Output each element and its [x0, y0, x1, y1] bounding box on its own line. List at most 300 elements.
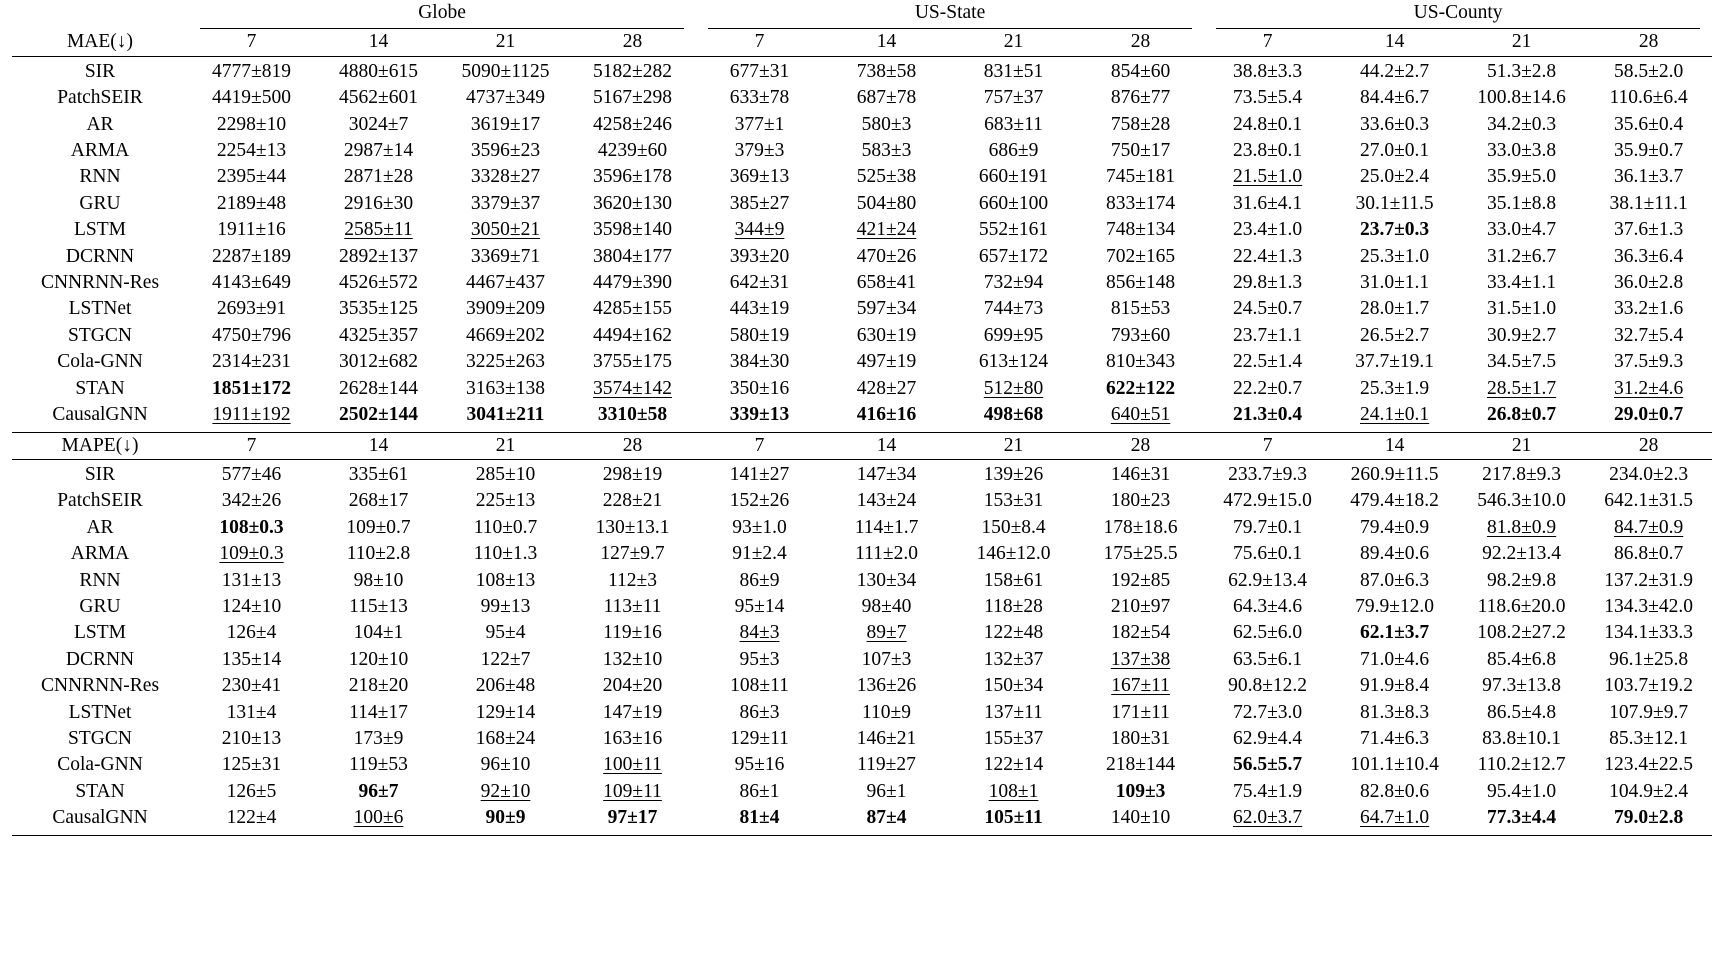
result-value: 146±31	[1110, 463, 1171, 485]
result-cell	[442, 376, 569, 402]
model-name: CausalGNN	[52, 807, 148, 829]
result-value: 123.4±22.5	[1604, 754, 1693, 776]
result-value: 137±11	[984, 701, 1043, 723]
result-cell	[188, 673, 315, 699]
result-value: 107.9±9.7	[1609, 701, 1689, 723]
result-cell	[569, 620, 696, 646]
result-value: 3012±682	[339, 351, 418, 373]
result-value: 124±10	[221, 595, 282, 617]
result-cell	[1585, 647, 1712, 673]
result-value: 182±54	[1110, 622, 1171, 644]
result-value: 85.3±12.1	[1609, 727, 1689, 749]
horizon-label: 7	[754, 434, 765, 456]
result-cell	[188, 805, 315, 835]
horizon-label: 28	[1130, 434, 1151, 456]
result-cell	[950, 805, 1077, 835]
result-cell	[1077, 488, 1204, 514]
result-value: 342±26	[221, 490, 282, 512]
result-value: 35.9±5.0	[1486, 166, 1557, 188]
result-cell	[1331, 673, 1458, 699]
horizon-label: 14	[876, 31, 897, 53]
result-value: 126±4	[226, 622, 277, 644]
result-value: 131±4	[226, 701, 277, 723]
result-cell	[1077, 164, 1204, 190]
result-cell	[1204, 700, 1331, 726]
result-cell	[315, 402, 442, 432]
result-value: 699±95	[983, 324, 1044, 346]
result-value: 23.4±1.0	[1232, 219, 1303, 241]
model-name: CNNRNN-Res	[40, 272, 160, 294]
result-value: 56.5±5.7	[1232, 754, 1303, 776]
result-cell	[823, 217, 950, 243]
result-value: 3620±130	[593, 192, 672, 214]
result-cell	[1458, 647, 1585, 673]
result-cell	[569, 349, 696, 375]
result-cell	[569, 673, 696, 699]
result-value: 79.9±12.0	[1355, 595, 1435, 617]
result-cell	[442, 488, 569, 514]
result-cell	[1204, 376, 1331, 402]
model-name: PatchSEIR	[57, 87, 143, 109]
result-value: 22.4±1.3	[1232, 245, 1303, 267]
result-value: 44.2±2.7	[1359, 60, 1430, 82]
result-value: 75.4±1.9	[1232, 780, 1303, 802]
result-value: 95.4±1.0	[1486, 780, 1557, 802]
result-cell	[1204, 460, 1331, 488]
result-value: 210±13	[221, 727, 282, 749]
result-cell	[1077, 460, 1204, 488]
result-cell	[1458, 164, 1585, 190]
table-row	[12, 85, 1712, 111]
result-value: 99±13	[480, 595, 531, 617]
result-cell	[823, 647, 950, 673]
result-cell	[696, 726, 823, 752]
result-value: 168±24	[475, 727, 536, 749]
result-value: 384±30	[729, 351, 790, 373]
result-cell	[188, 323, 315, 349]
result-cell	[1458, 323, 1585, 349]
result-value: 633±78	[729, 87, 790, 109]
result-cell	[696, 244, 823, 270]
result-cell	[442, 296, 569, 322]
table-row	[12, 270, 1712, 296]
result-cell	[1458, 349, 1585, 375]
result-cell	[1204, 323, 1331, 349]
result-value: 3619±17	[470, 113, 541, 135]
result-value: 613±124	[978, 351, 1049, 373]
result-cell	[442, 460, 569, 488]
result-cell	[569, 779, 696, 805]
result-value: 175±25.5	[1103, 543, 1178, 565]
result-value: 4526±572	[339, 272, 418, 294]
result-cell	[188, 85, 315, 111]
result-value: 32.7±5.4	[1614, 324, 1684, 346]
result-cell	[950, 594, 1077, 620]
result-cell	[696, 270, 823, 296]
table-row	[12, 726, 1712, 752]
model-name: AR	[86, 516, 114, 538]
result-value: 75.6±0.1	[1232, 543, 1303, 565]
result-value: 132±37	[983, 648, 1044, 670]
result-value: 810±343	[1105, 351, 1176, 373]
result-value: 84.7±0.9	[1614, 516, 1684, 538]
result-cell	[1077, 323, 1204, 349]
metric-label: MAPE(↓)	[61, 434, 139, 456]
result-value: 745±181	[1105, 166, 1176, 188]
result-cell	[1458, 488, 1585, 514]
result-value: 677±31	[729, 60, 790, 82]
result-value: 132±10	[602, 648, 663, 670]
result-cell	[1585, 296, 1712, 322]
result-value: 84.4±6.7	[1359, 87, 1430, 109]
table-row	[12, 568, 1712, 594]
result-value: 285±10	[475, 463, 536, 485]
result-value: 31.2±6.7	[1486, 245, 1557, 267]
horizon-label: 7	[246, 434, 257, 456]
result-cell	[696, 752, 823, 778]
result-value: 140±10	[1110, 807, 1171, 829]
result-value: 109±0.7	[346, 516, 411, 538]
result-value: 92±10	[480, 780, 531, 802]
result-value: 96±10	[480, 754, 531, 776]
result-cell	[1458, 244, 1585, 270]
result-value: 31.5±1.0	[1486, 298, 1557, 320]
model-name: GRU	[79, 595, 121, 617]
result-cell	[1458, 515, 1585, 541]
result-cell	[1585, 244, 1712, 270]
result-cell	[188, 541, 315, 567]
result-value: 38.8±3.3	[1232, 60, 1303, 82]
result-value: 732±94	[983, 272, 1044, 294]
result-value: 178±18.6	[1103, 516, 1178, 538]
model-name: LSTM	[73, 622, 126, 644]
result-value: 73.5±5.4	[1232, 87, 1303, 109]
table-row	[12, 673, 1712, 699]
result-value: 3225±263	[466, 351, 545, 373]
result-value: 51.3±2.8	[1486, 60, 1557, 82]
result-cell	[1077, 112, 1204, 138]
result-cell	[1585, 191, 1712, 217]
result-value: 2585±11	[344, 219, 413, 241]
result-value: 119±27	[857, 754, 916, 776]
result-cell	[1077, 191, 1204, 217]
result-value: 77.3±4.4	[1486, 807, 1557, 829]
result-cell	[1077, 779, 1204, 805]
result-cell	[569, 191, 696, 217]
result-value: 118±28	[984, 595, 1043, 617]
result-cell	[1077, 349, 1204, 375]
group-header-row	[12, 0, 1712, 29]
result-value: 158±61	[983, 569, 1044, 591]
result-value: 428±27	[856, 377, 917, 399]
result-cell	[188, 620, 315, 646]
result-cell	[823, 568, 950, 594]
result-cell	[315, 647, 442, 673]
result-value: 97.3±13.8	[1482, 675, 1562, 697]
result-cell	[696, 568, 823, 594]
results-table-body	[12, 0, 1712, 836]
table-row	[12, 488, 1712, 514]
result-value: 167±11	[1111, 675, 1170, 697]
result-cell	[442, 244, 569, 270]
result-cell	[315, 805, 442, 835]
result-cell	[315, 85, 442, 111]
result-value: 110±0.7	[473, 516, 538, 538]
result-value: 130±34	[856, 569, 917, 591]
result-cell	[569, 700, 696, 726]
result-value: 137.2±31.9	[1604, 569, 1693, 591]
result-value: 369±13	[729, 166, 790, 188]
result-cell	[1204, 57, 1331, 85]
result-value: 335±61	[348, 463, 409, 485]
result-value: 702±165	[1105, 245, 1176, 267]
result-value: 4325±357	[339, 324, 418, 346]
result-cell	[1458, 112, 1585, 138]
result-value: 37.5±9.3	[1614, 351, 1684, 373]
result-cell	[696, 217, 823, 243]
result-cell	[315, 779, 442, 805]
table-row	[12, 349, 1712, 375]
result-value: 3163±138	[466, 377, 545, 399]
horizon-label: 21	[1003, 31, 1024, 53]
result-cell	[315, 726, 442, 752]
result-cell	[1077, 620, 1204, 646]
model-name: LSTNet	[68, 298, 132, 320]
result-value: 24.1±0.1	[1359, 404, 1430, 426]
result-value: 758±28	[1110, 113, 1171, 135]
result-cell	[696, 402, 823, 432]
result-cell	[1458, 805, 1585, 835]
result-value: 129±11	[730, 727, 789, 749]
result-cell	[1331, 805, 1458, 835]
result-value: 1911±16	[217, 219, 286, 241]
result-cell	[1585, 112, 1712, 138]
result-value: 26.8±0.7	[1486, 404, 1557, 426]
result-cell	[569, 805, 696, 835]
model-name: ARMA	[70, 140, 130, 162]
result-cell	[315, 349, 442, 375]
result-cell	[1077, 85, 1204, 111]
result-cell	[950, 164, 1077, 190]
result-cell	[950, 270, 1077, 296]
result-cell	[442, 726, 569, 752]
result-value: 33.0±3.8	[1486, 140, 1557, 162]
result-cell	[442, 402, 569, 432]
result-cell	[315, 296, 442, 322]
result-cell	[1204, 805, 1331, 835]
result-cell	[1331, 57, 1458, 85]
result-cell	[569, 541, 696, 567]
result-cell	[188, 164, 315, 190]
result-value: 29.8±1.3	[1232, 272, 1303, 294]
result-cell	[1077, 244, 1204, 270]
result-value: 833±174	[1105, 192, 1176, 214]
result-cell	[950, 752, 1077, 778]
result-cell	[1458, 541, 1585, 567]
result-cell	[1585, 541, 1712, 567]
result-value: 443±19	[729, 298, 790, 320]
model-name: SIR	[84, 463, 116, 485]
result-value: 597±34	[856, 298, 917, 320]
horizon-label: 14	[876, 434, 897, 456]
result-value: 130±13.1	[595, 516, 670, 538]
result-value: 62.5±6.0	[1232, 622, 1303, 644]
result-cell	[188, 752, 315, 778]
result-cell	[1077, 541, 1204, 567]
result-value: 146±12.0	[976, 543, 1051, 565]
result-value: 113±11	[603, 595, 662, 617]
result-cell	[315, 488, 442, 514]
result-value: 135±14	[221, 648, 282, 670]
result-value: 3328±27	[470, 166, 541, 188]
result-cell	[188, 57, 315, 85]
result-value: 470±26	[856, 245, 917, 267]
result-value: 119±53	[349, 754, 408, 776]
result-value: 2287±189	[212, 245, 291, 267]
result-cell	[823, 620, 950, 646]
result-cell	[442, 673, 569, 699]
result-cell	[315, 673, 442, 699]
result-cell	[1077, 402, 1204, 432]
result-value: 35.6±0.4	[1614, 113, 1684, 135]
result-cell	[823, 752, 950, 778]
result-value: 206±48	[475, 675, 536, 697]
result-cell	[569, 515, 696, 541]
result-cell	[1204, 85, 1331, 111]
result-value: 27.0±0.1	[1359, 140, 1430, 162]
result-cell	[569, 112, 696, 138]
result-value: 26.5±2.7	[1359, 324, 1430, 346]
result-cell	[188, 568, 315, 594]
result-value: 3379±37	[470, 192, 541, 214]
result-cell	[315, 376, 442, 402]
result-value: 143±24	[856, 490, 917, 512]
result-cell	[950, 85, 1077, 111]
group-header-us-state	[696, 0, 1204, 29]
result-value: 109±3	[1115, 780, 1166, 802]
result-value: 180±23	[1110, 490, 1171, 512]
result-value: 393±20	[729, 245, 790, 267]
table-row	[12, 57, 1712, 85]
result-value: 854±60	[1110, 60, 1171, 82]
result-cell	[188, 112, 315, 138]
result-cell	[1331, 349, 1458, 375]
result-value: 92.2±13.4	[1482, 543, 1562, 565]
result-value: 150±8.4	[981, 516, 1046, 538]
result-value: 504±80	[856, 192, 917, 214]
result-value: 122±14	[983, 754, 1044, 776]
result-cell	[823, 349, 950, 375]
result-value: 4777±819	[212, 60, 291, 82]
result-value: 260.9±11.5	[1350, 463, 1439, 485]
result-cell	[1331, 164, 1458, 190]
result-value: 268±17	[348, 490, 409, 512]
result-value: 81.3±8.3	[1359, 701, 1430, 723]
result-value: 3310±58	[597, 404, 668, 426]
result-cell	[1331, 85, 1458, 111]
result-value: 81.8±0.9	[1486, 516, 1557, 538]
result-value: 30.9±2.7	[1486, 324, 1557, 346]
result-value: 152±26	[729, 490, 790, 512]
result-cell	[823, 138, 950, 164]
result-value: 21.5±1.0	[1232, 166, 1303, 188]
result-value: 3574±142	[593, 377, 672, 399]
result-value: 33.0±4.7	[1486, 219, 1557, 241]
result-cell	[1458, 752, 1585, 778]
result-value: 29.0±0.7	[1614, 404, 1684, 426]
result-cell	[696, 488, 823, 514]
result-cell	[1204, 647, 1331, 673]
result-value: 472.9±15.0	[1223, 490, 1312, 512]
result-cell	[442, 700, 569, 726]
result-cell	[823, 112, 950, 138]
result-value: 62.1±3.7	[1359, 622, 1430, 644]
result-cell	[442, 217, 569, 243]
horizon-label: 21	[1003, 434, 1024, 456]
result-cell	[1585, 164, 1712, 190]
result-value: 31.0±1.1	[1359, 272, 1430, 294]
result-cell	[1331, 112, 1458, 138]
result-value: 379±3	[734, 140, 785, 162]
result-value: 79.0±2.8	[1614, 807, 1684, 829]
result-value: 89±7	[866, 622, 907, 644]
result-value: 583±3	[861, 140, 912, 162]
result-cell	[1585, 217, 1712, 243]
result-value: 34.2±0.3	[1486, 113, 1557, 135]
result-value: 97±17	[607, 807, 658, 829]
result-value: 377±1	[734, 113, 785, 135]
result-value: 95±14	[734, 595, 785, 617]
result-value: 2254±13	[216, 140, 287, 162]
result-cell	[1204, 752, 1331, 778]
result-cell	[188, 779, 315, 805]
result-value: 577±46	[221, 463, 282, 485]
result-cell	[1458, 57, 1585, 85]
result-cell	[1204, 515, 1331, 541]
result-value: 150±34	[983, 675, 1044, 697]
table-row	[12, 541, 1712, 567]
result-value: 234.0±2.3	[1609, 463, 1689, 485]
result-value: 96.1±25.8	[1609, 648, 1689, 670]
result-cell	[1585, 270, 1712, 296]
group-header-spacer	[12, 0, 188, 29]
result-value: 233.7±9.3	[1228, 463, 1308, 485]
result-value: 876±77	[1110, 87, 1171, 109]
table-row	[12, 217, 1712, 243]
result-value: 4285±155	[593, 298, 672, 320]
result-cell	[1204, 217, 1331, 243]
result-value: 180±31	[1110, 727, 1171, 749]
result-value: 4143±649	[212, 272, 291, 294]
result-value: 658±41	[856, 272, 917, 294]
result-value: 3050±21	[470, 219, 541, 241]
result-value: 119±16	[603, 622, 662, 644]
result-cell	[1331, 620, 1458, 646]
model-name: Cola-GNN	[57, 754, 143, 776]
result-cell	[569, 57, 696, 85]
result-value: 104.9±2.4	[1609, 780, 1689, 802]
result-cell	[442, 164, 569, 190]
result-value: 72.7±3.0	[1232, 701, 1303, 723]
result-value: 2314±231	[212, 351, 291, 373]
result-value: 4669±202	[466, 324, 545, 346]
table-row	[12, 779, 1712, 805]
result-cell	[442, 191, 569, 217]
result-cell	[1458, 138, 1585, 164]
result-cell	[569, 164, 696, 190]
result-value: 748±134	[1105, 219, 1176, 241]
result-cell	[696, 323, 823, 349]
